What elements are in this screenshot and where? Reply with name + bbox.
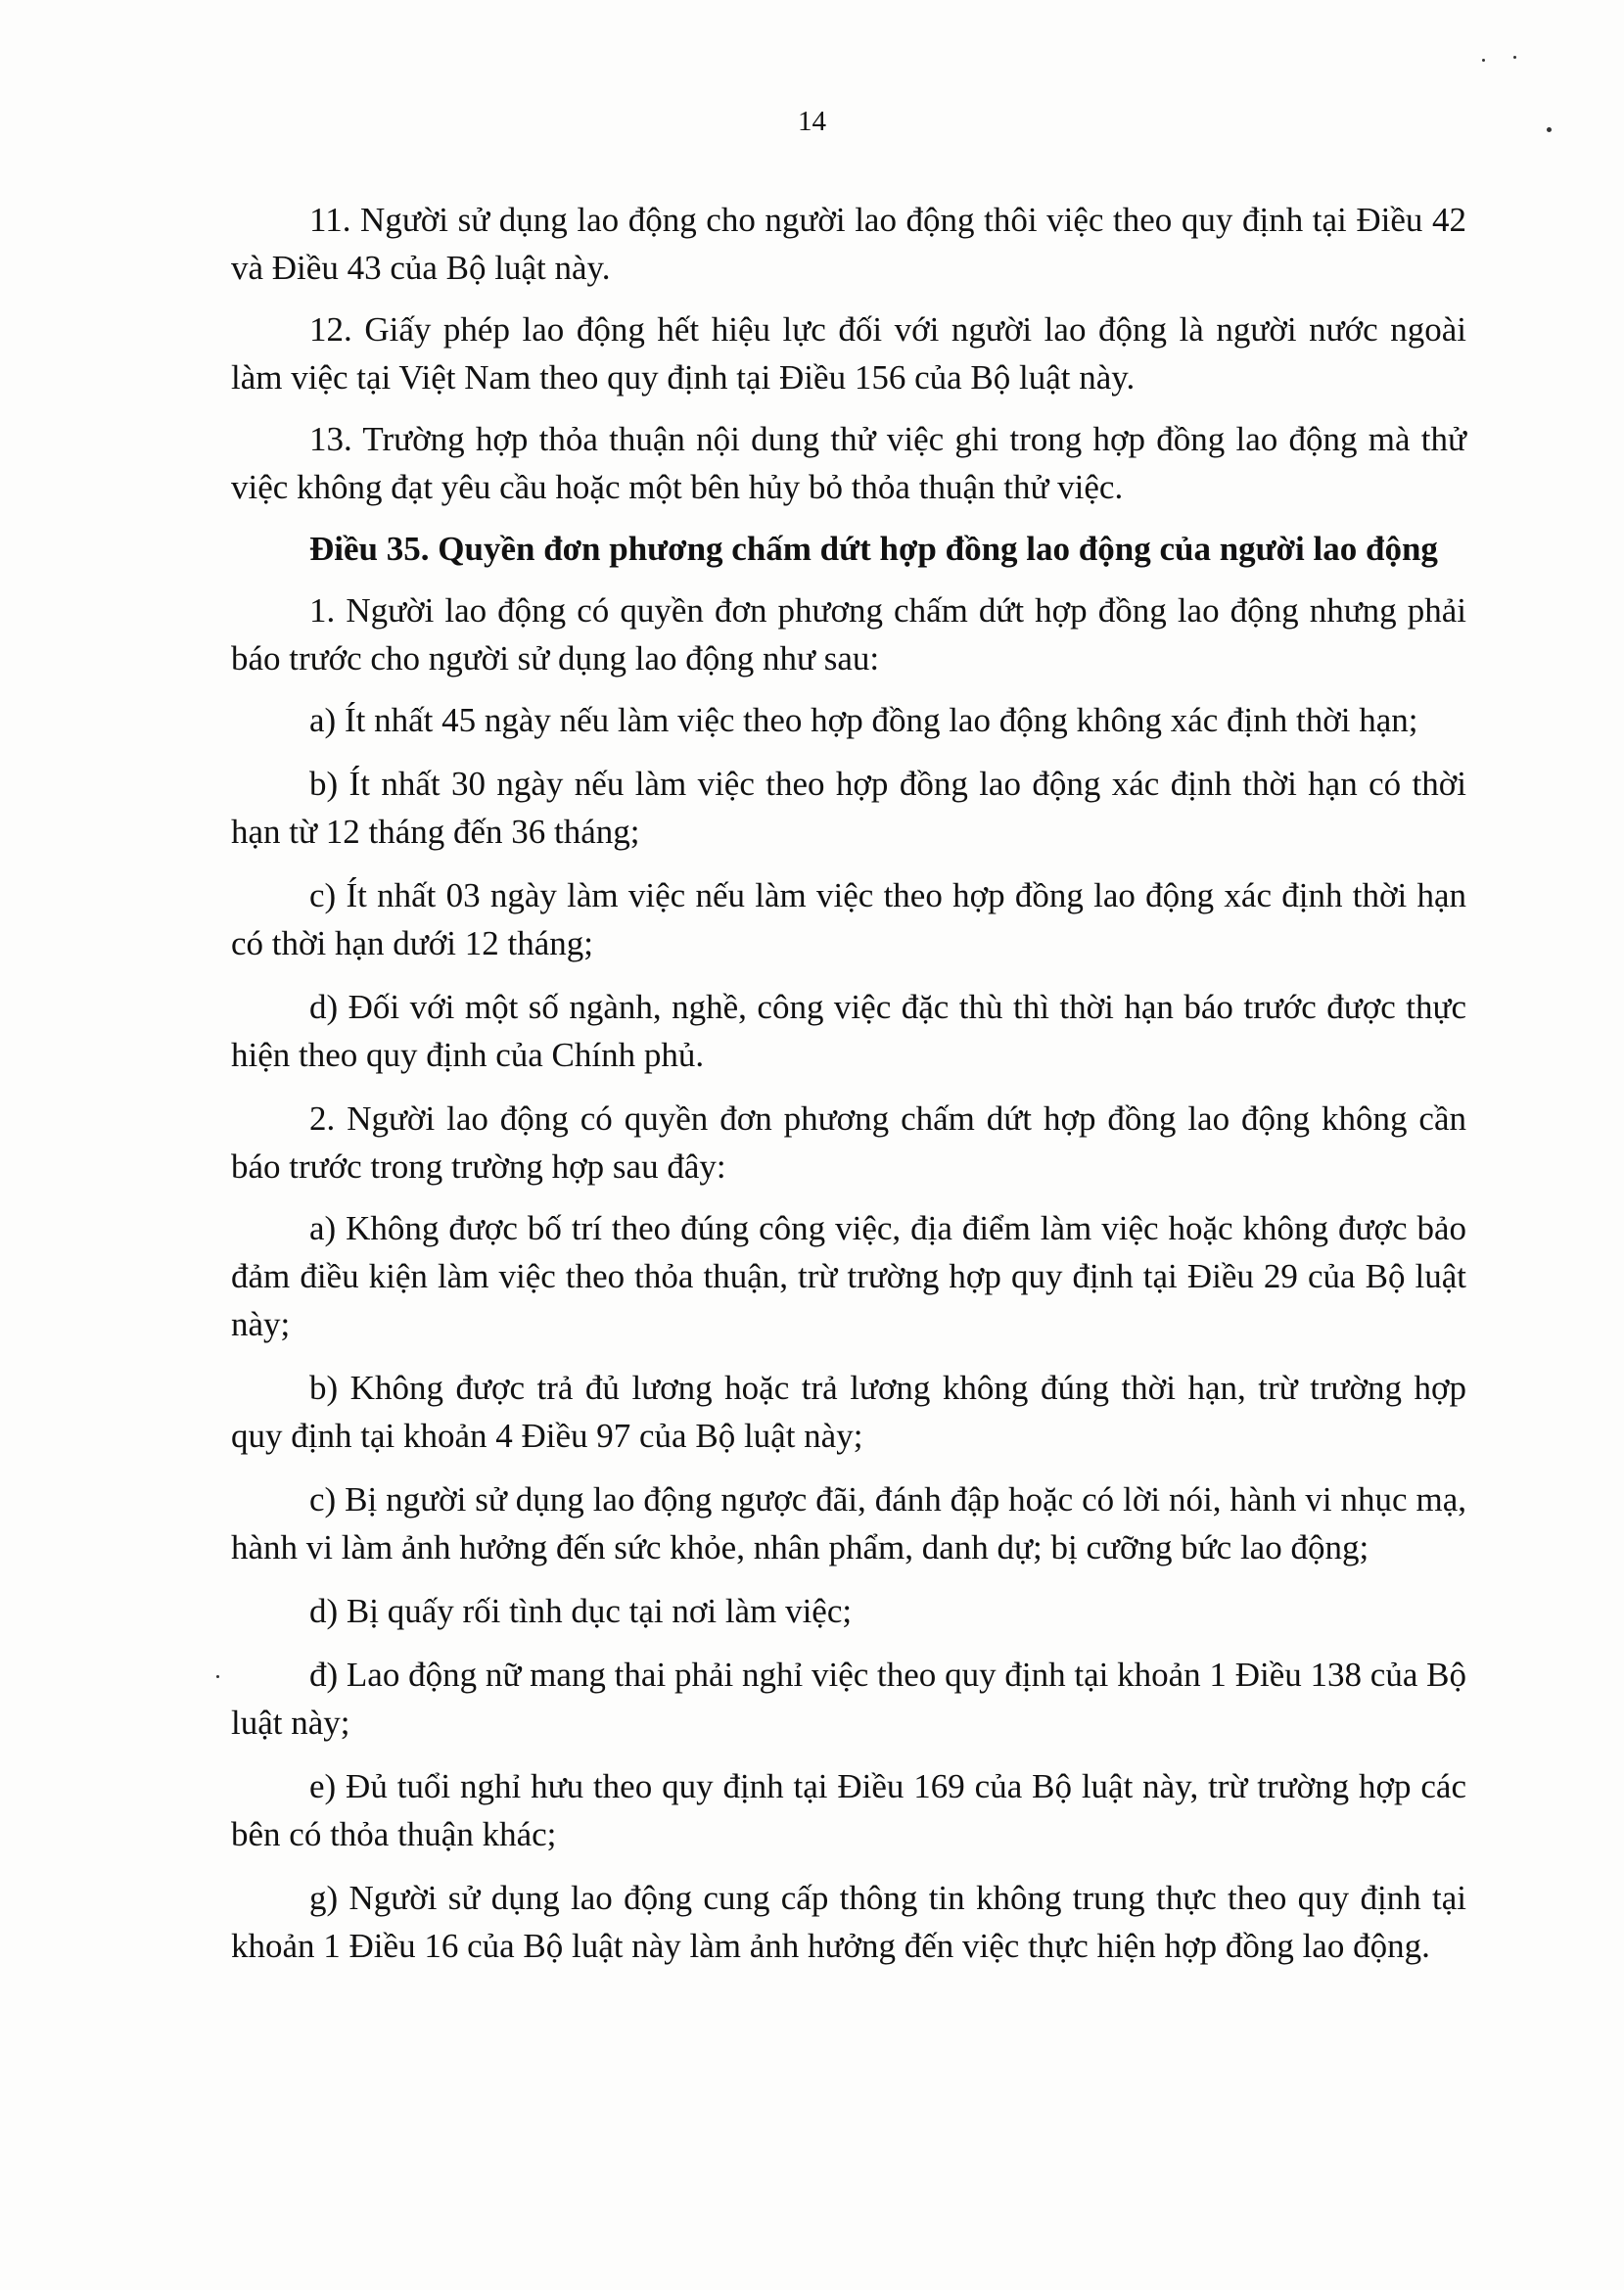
item-2b: b) Không được trả đủ lương hoặc trả lương không đúng thời hạn, trừ trường hợp quy định tại khoản 4 Điều 97 của Bộ luật này; [231, 1369, 1466, 1455]
scan-speck [1482, 59, 1485, 62]
scan-speck [216, 1675, 219, 1678]
article-35-heading: Điều 35. Quyền đơn phương chấm dứt hợp đồng lao động của người lao động [309, 530, 1438, 568]
clause-2: 2. Người lao động có quyền đơn phương chấm dứt hợp đồng lao động không cần báo trước trong trường hợp sau đây: [231, 1099, 1466, 1186]
item-1b: b) Ít nhất 30 ngày nếu làm việc theo hợp đồng lao động xác định thời hạn có thời hạn từ 12 tháng đến 36 tháng; [231, 765, 1466, 851]
clause-11: 11. Người sử dụng lao động cho người lao động thôi việc theo quy định tại Điều 42 và Điều 43 của Bộ luật này. [231, 201, 1466, 287]
clause-13: 13. Trường hợp thỏa thuận nội dung thử việc ghi trong hợp đồng lao động mà thử việc không đạt yêu cầu hoặc một bên hủy bỏ thỏa thuận thử việc. [231, 420, 1466, 506]
item-1d: d) Đối với một số ngành, nghề, công việc đặc thù thì thời hạn báo trước được thực hiện theo quy định của Chính phủ. [231, 988, 1466, 1074]
item-2e: e) Đủ tuổi nghỉ hưu theo quy định tại Điều 169 của Bộ luật này, trừ trường hợp các bên có thỏa thuận khác; [231, 1767, 1466, 1853]
document-body [231, 196, 1466, 1986]
item-2d: d) Bị quấy rối tình dục tại nơi làm việc; [309, 1592, 853, 1630]
page-number: 14 [798, 106, 826, 137]
scan-speck [1513, 56, 1516, 59]
clause-1: 1. Người lao động có quyền đơn phương chấm dứt hợp đồng lao động nhưng phải báo trước cho người sử dụng lao động như sau: [231, 591, 1466, 678]
clause-12: 12. Giấy phép lao động hết hiệu lực đối với người lao động là người nước ngoài làm việc tại Việt Nam theo quy định tại Điều 156 của Bộ luật này. [231, 310, 1466, 397]
item-1c: c) Ít nhất 03 ngày làm việc nếu làm việc theo hợp đồng lao động xác định thời hạn có thời hạn dưới 12 tháng; [231, 876, 1466, 962]
item-2dd: đ) Lao động nữ mang thai phải nghỉ việc theo quy định tại khoản 1 Điều 138 của Bộ luật này; [231, 1656, 1466, 1742]
item-1a: a) Ít nhất 45 ngày nếu làm việc theo hợp đồng lao động không xác định thời hạn; [309, 701, 1418, 739]
item-2g: g) Người sử dụng lao động cung cấp thông tin không trung thực theo quy định tại khoản 1 Điều 16 của Bộ luật này làm ảnh hưởng đến việc thực hiện hợp đồng lao động. [231, 1879, 1466, 1965]
item-2a: a) Không được bố trí theo đúng công việc, địa điểm làm việc hoặc không được bảo đảm điều kiện làm việc theo thỏa thuận, trừ trường hợp quy định tại Điều 29 của Bộ luật này; [231, 1209, 1466, 1343]
item-2c: c) Bị người sử dụng lao động ngược đãi, đánh đập hoặc có lời nói, hành vi nhục mạ, hành vi làm ảnh hưởng đến sức khỏe, nhân phẩm, danh dự; bị cưỡng bức lao động; [231, 1480, 1466, 1566]
